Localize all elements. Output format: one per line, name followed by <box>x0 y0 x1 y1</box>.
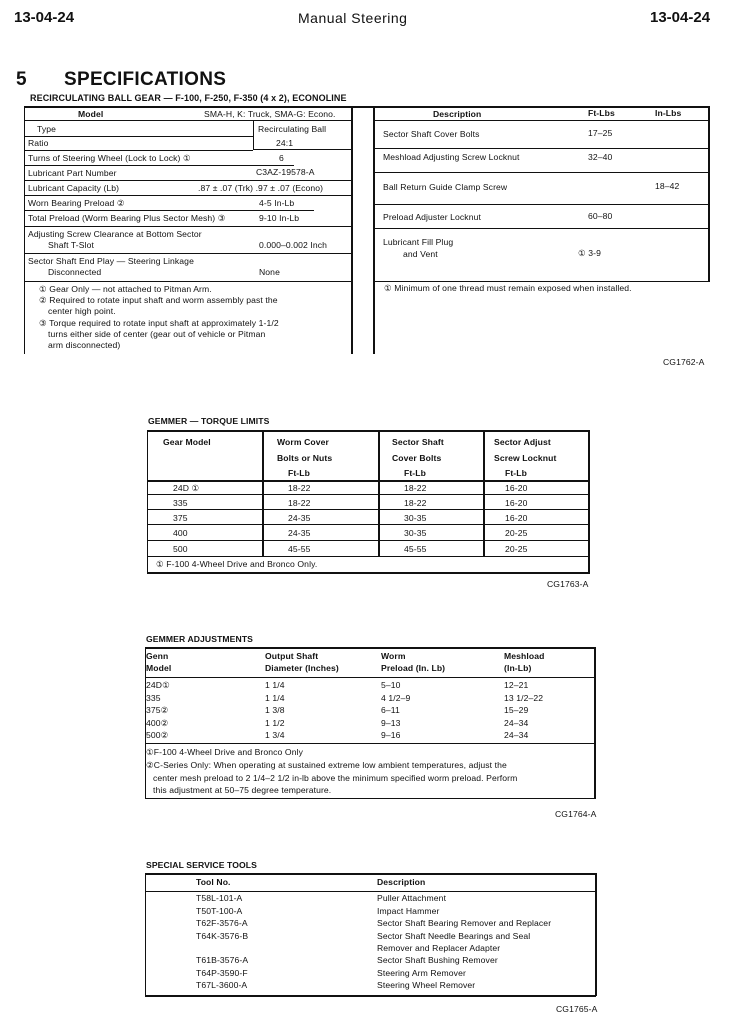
recirc-model-label: Model <box>78 109 104 119</box>
section-title: SPECIFICATIONS <box>64 69 227 90</box>
tool-description: Puller Attachment <box>377 893 447 903</box>
recirc-endplay-value: None <box>259 267 280 277</box>
section-number: 5 <box>16 69 27 90</box>
gemmer-adjust-cell: 5–10 <box>381 680 401 690</box>
tool-description: Impact Hammer <box>377 906 440 916</box>
gemmer-torque-cell: 24-35 <box>288 513 311 523</box>
recirc-fill-label-2: and Vent <box>403 249 438 259</box>
gemmer-torque-cell: 16-20 <box>505 513 528 523</box>
tool-description: Steering Arm Remover <box>377 968 466 978</box>
tool-number: T62F-3576-A <box>196 918 248 928</box>
recirc-torque-desc: Sector Shaft Cover Bolts <box>383 129 480 139</box>
gemmer-torque-cell: 16-20 <box>505 483 528 493</box>
recirc-row-label: Total Preload (Worm Bearing Plus Sector Mesh) ③ <box>28 213 226 223</box>
tool-number: T64P-3590-F <box>196 968 248 978</box>
gemmer-adjust-header: Genn <box>146 651 169 661</box>
gemmer-torque-header: Sector Adjust <box>494 437 551 447</box>
recirc-ftlbs-header: Ft-Lbs <box>588 108 615 118</box>
tool-number: T61B-3576-A <box>196 955 249 965</box>
recirc-torque-desc: Preload Adjuster Locknut <box>383 212 481 222</box>
gemmer-adjust-cell: 335 <box>146 693 161 703</box>
tool-number: T64K-3576-B <box>196 931 249 941</box>
gemmer-torque-header: Cover Bolts <box>392 453 442 463</box>
gemmer-torque-cell: 45-55 <box>288 544 311 554</box>
recirc-torque-ft: 32–40 <box>588 152 613 162</box>
gemmer-torque-header: Ft-Lb <box>505 468 527 478</box>
recirc-footnote: ② Required to rotate input shaft and worm assembly past the <box>39 295 278 305</box>
recirc-row-value: 4-5 In-Lb <box>259 198 295 208</box>
gemmer-torque-cell: 24-35 <box>288 528 311 538</box>
recirc-row-value: 6 <box>279 153 284 163</box>
recirc-right-footnote: ① Minimum of one thread must remain exposed when installed. <box>384 283 632 293</box>
gemmer-adjust-cell: 13 1/2–22 <box>504 693 544 703</box>
recirc-caption: RECIRCULATING BALL GEAR — F-100, F-250, F-350 (4 x 2), ECONOLINE <box>30 93 347 103</box>
recirc-desc-header: Description <box>433 109 482 119</box>
gemmer-adjust-cell: 1 3/8 <box>265 705 285 715</box>
gemmer-torque-cell: 18-22 <box>404 498 427 508</box>
gemmer-adjust-cell: 1 1/2 <box>265 718 285 728</box>
recirc-torque-ft: 17–25 <box>588 128 613 138</box>
recirc-footnote: ① Gear Only — not attached to Pitman Arm. <box>39 284 212 294</box>
page-number-left: 13-04-24 <box>14 9 75 26</box>
gemmer-torque-cell: 375 <box>173 513 188 523</box>
gemmer-adjust-cell: 4 1/2–9 <box>381 693 411 703</box>
tool-description: Steering Wheel Remover <box>377 980 476 990</box>
gemmer-adjust-cell: 24–34 <box>504 730 529 740</box>
gemmer-torque-header: Sector Shaft <box>392 437 444 447</box>
gemmer-torque-cell: 30-35 <box>404 528 427 538</box>
tools-caption: SPECIAL SERVICE TOOLS <box>146 860 257 870</box>
gemmer-torque-cell: 335 <box>173 498 188 508</box>
gemmer-adjust-cell: 500② <box>146 730 169 740</box>
gemmer-adjust-header: Worm <box>381 651 406 661</box>
gemmer-adjust-cell: 1 1/4 <box>265 693 285 703</box>
recirc-torque-in: 18–42 <box>655 181 680 191</box>
recirc-fill-value: ① 3-9 <box>578 248 602 258</box>
recirc-row-label: Lubricant Part Number <box>28 168 117 178</box>
recirc-footnote: center high point. <box>48 306 116 316</box>
gemmer-adjust-header: Model <box>146 663 172 673</box>
gemmer-torque-footnote: ① F-100 4-Wheel Drive and Bronco Only. <box>156 559 318 569</box>
recirc-endplay-label-1: Sector Shaft End Play — Steering Linkage <box>28 256 194 266</box>
tools-header-description: Description <box>377 877 426 887</box>
tool-number: T67L-3600-A <box>196 980 248 990</box>
gemmer-adjust-footnote: ②C-Series Only: When operating at sustained extreme low ambient temperatures, adjust the <box>146 760 507 770</box>
gemmer-adjust-header: Output Shaft <box>265 651 319 661</box>
gemmer-adjust-cell: 400② <box>146 718 169 728</box>
gemmer-adjust-cell: 1 1/4 <box>265 680 285 690</box>
gemmer-adjust-cell: 375② <box>146 705 169 715</box>
tool-description: Sector Shaft Bushing Remover <box>377 955 498 965</box>
gemmer-adjust-cell: 9–16 <box>381 730 401 740</box>
gemmer-torque-cell: 16-20 <box>505 498 528 508</box>
recirc-row-label: Ratio <box>28 138 49 148</box>
recirc-row-label: Type <box>37 124 57 134</box>
gemmer-torque-header: Bolts or Nuts <box>277 453 333 463</box>
recirc-torque-desc: Meshload Adjusting Screw Locknut <box>383 152 520 162</box>
gemmer-adjust-footnote: this adjustment at 50–75 degree temperature. <box>153 785 332 795</box>
recirc-row-label: Lubricant Capacity (Lb) <box>28 183 120 193</box>
gemmer-adjust-cell: 1 3/4 <box>265 730 285 740</box>
gemmer-adjust-header: Preload (In. Lb) <box>381 663 446 673</box>
tool-description: Sector Shaft Bearing Remover and Replacer <box>377 918 552 928</box>
gemmer-torque-figure-ref: CG1763-A <box>547 579 589 589</box>
recirc-endplay-label-2: Disconnected <box>48 267 102 277</box>
recirc-row-value: C3AZ-19578-A <box>256 167 315 177</box>
recirc-adjust-label-1: Adjusting Screw Clearance at Bottom Sector <box>28 229 202 239</box>
gemmer-torque-header: Worm Cover <box>277 437 329 447</box>
page-header-title: Manual Steering <box>298 10 408 26</box>
recirc-row-value: 24:1 <box>276 138 294 148</box>
recirc-footnote: arm disconnected) <box>48 340 121 350</box>
gemmer-adjust-caption: GEMMER ADJUSTMENTS <box>146 634 253 644</box>
tool-description: Sector Shaft Needle Bearings and Seal <box>377 931 531 941</box>
recirc-row-value: Recirculating Ball <box>258 124 327 134</box>
recirc-figure-ref: CG1762-A <box>663 357 705 367</box>
recirc-row-value: 9-10 In-Lb <box>259 213 300 223</box>
recirc-adjust-value: 0.000–0.002 Inch <box>259 240 328 250</box>
recirc-adjust-label-2: Shaft T-Slot <box>48 240 94 250</box>
page-number-right: 13-04-24 <box>650 9 711 26</box>
gemmer-adjust-cell: 12–21 <box>504 680 529 690</box>
tools-header-tool-no: Tool No. <box>196 877 231 887</box>
recirc-inlbs-header: In-Lbs <box>655 108 682 118</box>
gemmer-torque-cell: 20-25 <box>505 544 528 554</box>
gemmer-torque-cell: 18-22 <box>288 498 311 508</box>
gemmer-adjust-cell: 24D① <box>146 680 170 690</box>
gemmer-adjust-cell: 24–34 <box>504 718 529 728</box>
gemmer-adjust-figure-ref: CG1764-A <box>555 809 597 819</box>
tool-number: T50T-100-A <box>196 906 243 916</box>
tools-figure-ref: CG1765-A <box>556 1004 598 1014</box>
gemmer-torque-header: Ft-Lb <box>288 468 310 478</box>
gemmer-torque-cell: 500 <box>173 544 188 554</box>
recirc-fill-label-1: Lubricant Fill Plug <box>383 237 454 247</box>
recirc-row-label: Worn Bearing Preload ② <box>28 198 125 208</box>
gemmer-torque-caption: GEMMER — TORQUE LIMITS <box>148 416 270 426</box>
recirc-row-value: .87 ± .07 (Trk) .97 ± .07 (Econo) <box>198 183 324 193</box>
gemmer-adjust-cell: 9–13 <box>381 718 401 728</box>
gemmer-torque-cell: 400 <box>173 528 188 538</box>
gemmer-adjust-cell: 15–29 <box>504 705 529 715</box>
gemmer-adjust-header: Diameter (Inches) <box>265 663 339 673</box>
gemmer-torque-cell: 18-22 <box>404 483 427 493</box>
recirc-footnote: ③ Torque required to rotate input shaft at approximately 1-1/2 <box>39 318 279 328</box>
gemmer-torque-cell: 24D ① <box>173 483 200 493</box>
gemmer-torque-header: Gear Model <box>163 437 211 447</box>
gemmer-torque-header: Screw Locknut <box>494 453 557 463</box>
gemmer-adjust-header: (In-Lb) <box>504 663 532 673</box>
recirc-torque-desc: Ball Return Guide Clamp Screw <box>383 182 508 192</box>
gemmer-adjust-footnote: ①F-100 4-Wheel Drive and Bronco Only <box>146 747 303 757</box>
recirc-torque-ft: 60–80 <box>588 211 613 221</box>
tool-number: T58L-101-A <box>196 893 243 903</box>
gemmer-torque-header: Ft-Lb <box>404 468 426 478</box>
gemmer-adjust-cell: 6–11 <box>381 705 400 715</box>
gemmer-torque-cell: 18-22 <box>288 483 311 493</box>
recirc-row-label: Turns of Steering Wheel (Lock to Lock) ① <box>28 153 191 163</box>
gemmer-torque-cell: 45-55 <box>404 544 427 554</box>
gemmer-adjust-header: Meshload <box>504 651 545 661</box>
gemmer-adjust-footnote: center mesh preload to 2 1/4–2 1/2 in-lb above the minimum specified worm preload. Perform <box>153 773 518 783</box>
gemmer-torque-cell: 30-35 <box>404 513 427 523</box>
recirc-footnote: turns either side of center (gear out of vehicle or Pitman <box>48 329 266 339</box>
recirc-model-value: SMA-H, K: Truck, SMA-G: Econo. <box>204 109 336 119</box>
gemmer-torque-cell: 20-25 <box>505 528 528 538</box>
tool-description: Remover and Replacer Adapter <box>377 943 501 953</box>
